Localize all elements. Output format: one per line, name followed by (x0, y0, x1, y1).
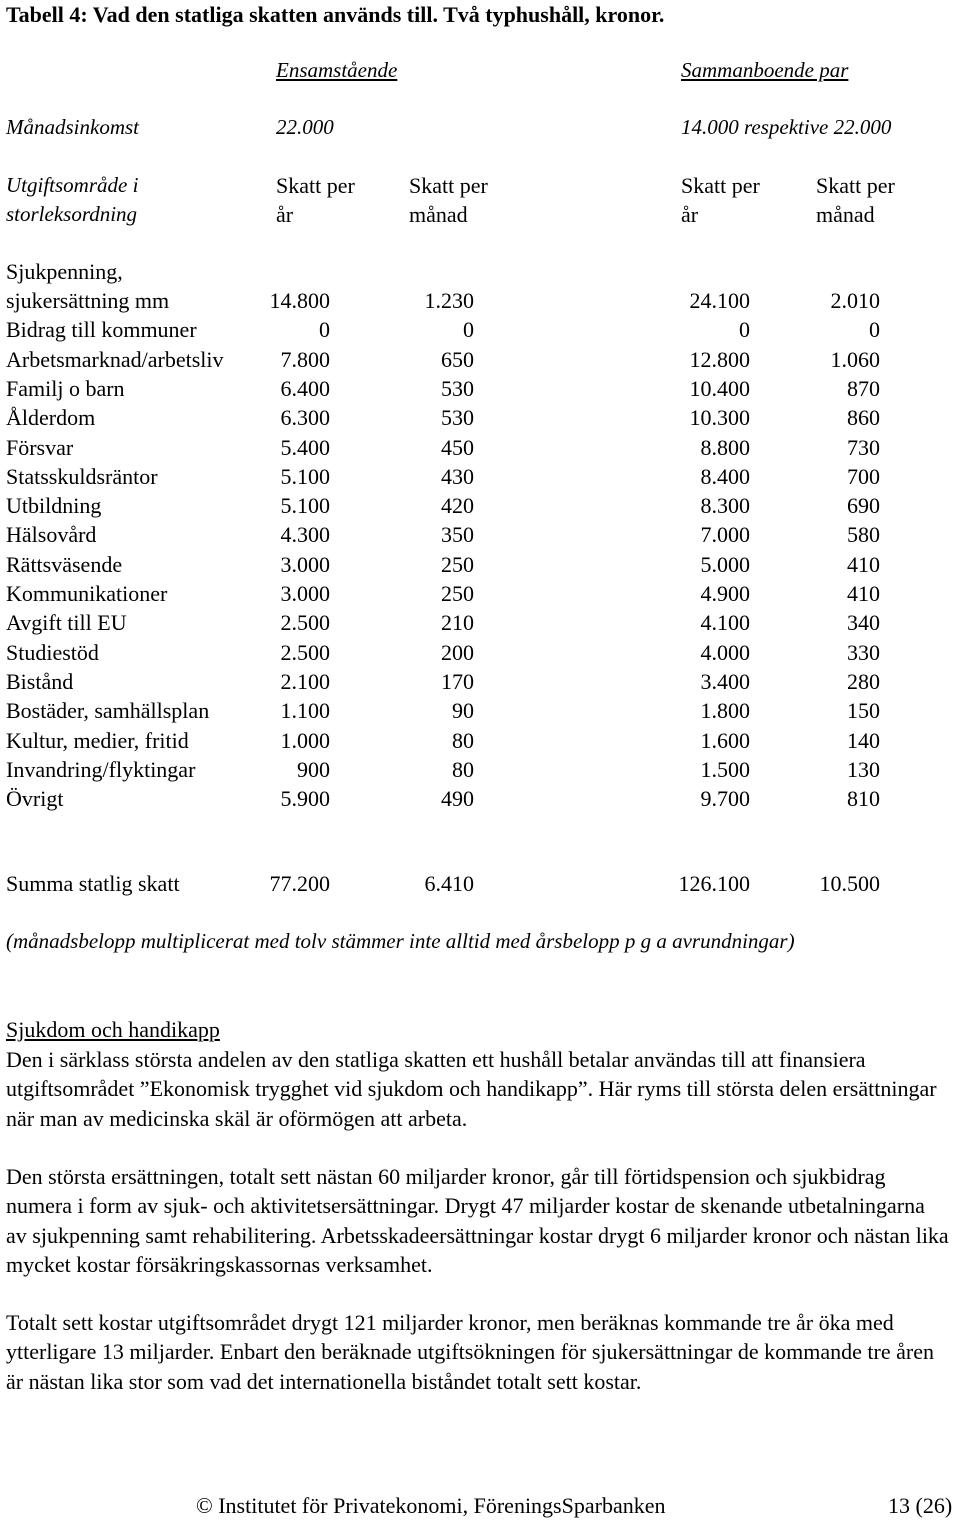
table-cell-col3: 8.800 (700, 434, 750, 460)
table-cell-col2: 210 (441, 610, 474, 636)
paragraph-1: Den i särklass största andelen av den statliga skatten ett hushåll betalar användas till att finansiera utgiftsområdet ”Ekonomisk trygghet vid sjukdom och handikapp”. Här ryms till största delen ersättningar när man av medicinska skäl är oförmögen att arbeta. (6, 1047, 937, 1131)
header-single: Ensamstående (276, 58, 398, 82)
rounding-note: (månadsbelopp multiplicerat med tolv stämmer inte alltid med årsbelopp p g a avrundningar) (6, 929, 795, 953)
table-cell-col4: 810 (847, 786, 880, 812)
sum-col1: 77.200 (269, 871, 330, 896)
table-cell-col3: 24.100 (689, 288, 750, 313)
table-row-label: Kultur, medier, fritid (6, 727, 189, 753)
table-row-label: Statsskuldsräntor (6, 463, 158, 489)
table-cell-col4: 340 (847, 610, 880, 636)
table-cell-col1: 2.100 (280, 668, 330, 694)
table-row-label: Hälsovård (6, 522, 97, 548)
table-cell-col1: 2.500 (280, 639, 330, 665)
table-cell-col2: 90 (452, 698, 474, 724)
table-cell-col2: 530 (441, 375, 474, 401)
table-row-label: Avgift till EU (6, 610, 127, 636)
table-cell-col1: 1.100 (280, 698, 330, 724)
footer-page-number: 13 (26) (888, 1493, 953, 1518)
table-cell-col1: 14.800 (269, 288, 330, 313)
table-cell-col1: 0 (319, 317, 330, 343)
first-row-label-line1: Sjukpenning, (6, 259, 123, 284)
table-cell-col1: 900 (297, 756, 330, 782)
area-label-line1: Utgiftsområde i (6, 173, 139, 197)
table-row-label: Övrigt (6, 786, 64, 812)
table-cell-col1: 5.900 (280, 786, 330, 812)
table-row-label: Rättsväsende (6, 551, 123, 577)
table-cell-col1: 5.400 (280, 434, 330, 460)
table-cell-col3: 0 (739, 317, 750, 343)
header-couple: Sammanboende par (681, 58, 849, 82)
area-label-line2: storleksordning (6, 202, 138, 226)
col3-header (681, 171, 760, 229)
table-cell-col3: 4.000 (700, 639, 750, 665)
paragraph-3: Totalt sett kostar utgiftsområdet drygt 121 miljarder kronor, men beräknas kommande tre år öka med ytterligare 13 miljarder. Enbart den beräknade utgiftsökningen för sjukersättningar de kommande tre åren är nästan lika stor som vad det internationella biståndet totalt sett kostar. (6, 1310, 934, 1394)
table-cell-col4: 690 (847, 493, 880, 519)
section-title: Sjukdom och handikapp (6, 1017, 220, 1042)
table-cell-col3: 10.400 (689, 375, 750, 401)
col2-header-line1: Skatt per (409, 173, 488, 198)
col2-header-line2: månad (409, 202, 468, 227)
table-title: Tabell 4: Vad den statliga skatten används till. Två typhushåll, kronor. (6, 2, 665, 27)
table-cell-col4: 860 (847, 405, 880, 431)
table-cell-col2: 420 (441, 493, 474, 519)
col4-header (816, 171, 895, 229)
table-cell-col1: 2.500 (280, 610, 330, 636)
table-row-label: Försvar (6, 434, 74, 460)
table-cell-col4: 1.060 (830, 346, 880, 372)
table-cell-col2: 350 (441, 522, 474, 548)
paragraph-2: Den största ersättningen, totalt sett nästan 60 miljarder kronor, går till förtidspension och sjukbidrag numera i form av sjuk- och aktivitetsersättningar. Drygt 47 miljarder kostar de skenande utbetalningarna av sjukpenning samt rehabilitering. Arbetsskadeersättningar kostar drygt 6 miljarder kronor och nästan lika mycket kostar försäkringskassornas verksamhet. (6, 1164, 949, 1277)
table-cell-col4: 330 (847, 639, 880, 665)
table-row-label: Bistånd (6, 668, 74, 694)
table-cell-col2: 1.230 (424, 288, 474, 313)
table-cell-col2: 450 (441, 434, 474, 460)
table-cell-col2: 650 (441, 346, 474, 372)
table-cell-col2: 490 (441, 786, 474, 812)
table-cell-col1: 6.300 (280, 405, 330, 431)
table-cell-col4: 150 (847, 698, 880, 724)
table-cell-col3: 8.400 (700, 463, 750, 489)
table-row-label: Ålderdom (6, 405, 96, 431)
table-cell-col4: 280 (847, 668, 880, 694)
table-cell-col2: 250 (441, 581, 474, 606)
table-cell-col3: 4.100 (700, 610, 750, 636)
table-cell-col1: 1.000 (280, 727, 330, 753)
col3-header-line2: år (681, 202, 699, 227)
table-cell-col4: 410 (847, 551, 880, 577)
table-cell-col3: 10.300 (689, 405, 750, 431)
table-cell-col4: 0 (869, 317, 880, 343)
table-cell-col1: 3.000 (280, 581, 330, 606)
table-cell-col3: 1.800 (700, 698, 750, 724)
table-cell-col2: 250 (441, 551, 474, 577)
table-cell-col3: 7.000 (700, 522, 750, 548)
sum-col2: 6.410 (424, 871, 474, 896)
table-cell-col2: 430 (441, 463, 474, 489)
table-cell-col4: 130 (847, 756, 880, 782)
table-cell-col4: 580 (847, 522, 880, 548)
table-cell-col2: 170 (441, 668, 474, 694)
table-cell-col3: 1.500 (700, 756, 750, 782)
table-row-label: Utbildning (6, 493, 102, 519)
table-row-label: Studiestöd (6, 639, 99, 665)
table-cell-col1: 5.100 (280, 493, 330, 519)
table-cell-col1: 3.000 (280, 551, 330, 577)
table-cell-col3: 8.300 (700, 493, 750, 519)
income-label: Månadsinkomst (6, 115, 139, 139)
table-cell-col2: 530 (441, 405, 474, 431)
table-row-label: Bidrag till kommuner (6, 317, 197, 343)
table-cell-col4: 410 (847, 581, 880, 606)
col1-header-line1: Skatt per (276, 173, 355, 198)
col4-header-line1: Skatt per (816, 173, 895, 198)
table-cell-col3: 9.700 (700, 786, 750, 812)
table-row-label: Familj o barn (6, 375, 125, 401)
income-single: 22.000 (276, 115, 334, 139)
table-cell-col4: 870 (847, 375, 880, 401)
table-cell-col3: 5.000 (700, 551, 750, 577)
table-cell-col2: 0 (463, 317, 474, 343)
table-cell-col3: 3.400 (700, 668, 750, 694)
sum-label: Summa statlig skatt (6, 871, 180, 896)
table-cell-col3: 1.600 (700, 727, 750, 753)
col1-header (276, 171, 355, 229)
sum-col4: 10.500 (819, 871, 880, 896)
col4-header-line2: månad (816, 202, 875, 227)
table-row-label: sjukersättning mm (6, 288, 170, 313)
table-row-label: Bostäder, samhällsplan (6, 698, 210, 724)
sum-col3: 126.100 (678, 871, 750, 896)
col3-header-line1: Skatt per (681, 173, 760, 198)
table-cell-col2: 200 (441, 639, 474, 665)
table-cell-col2: 80 (452, 727, 474, 753)
table-cell-col1: 7.800 (280, 346, 330, 372)
table-cell-col4: 700 (847, 463, 880, 489)
table-cell-col2: 80 (452, 756, 474, 782)
col2-header (409, 171, 488, 229)
table-cell-col1: 6.400 (280, 375, 330, 401)
footer-copyright: © Institutet för Privatekonomi, FöreningsSparbanken (196, 1493, 666, 1518)
table-row-label: Kommunikationer (6, 581, 168, 606)
table-row-label: Arbetsmarknad/arbetsliv (6, 346, 224, 372)
table-cell-col3: 12.800 (689, 346, 750, 372)
col1-header-line2: år (276, 202, 294, 227)
table-cell-col4: 2.010 (830, 288, 880, 313)
table-cell-col4: 730 (847, 434, 880, 460)
table-row-label: Invandring/flyktingar (6, 756, 196, 782)
income-couple: 14.000 respektive 22.000 (681, 115, 892, 139)
table-cell-col1: 5.100 (280, 463, 330, 489)
table-cell-col1: 4.300 (280, 522, 330, 548)
table-cell-col4: 140 (847, 727, 880, 753)
table-cell-col3: 4.900 (700, 581, 750, 606)
